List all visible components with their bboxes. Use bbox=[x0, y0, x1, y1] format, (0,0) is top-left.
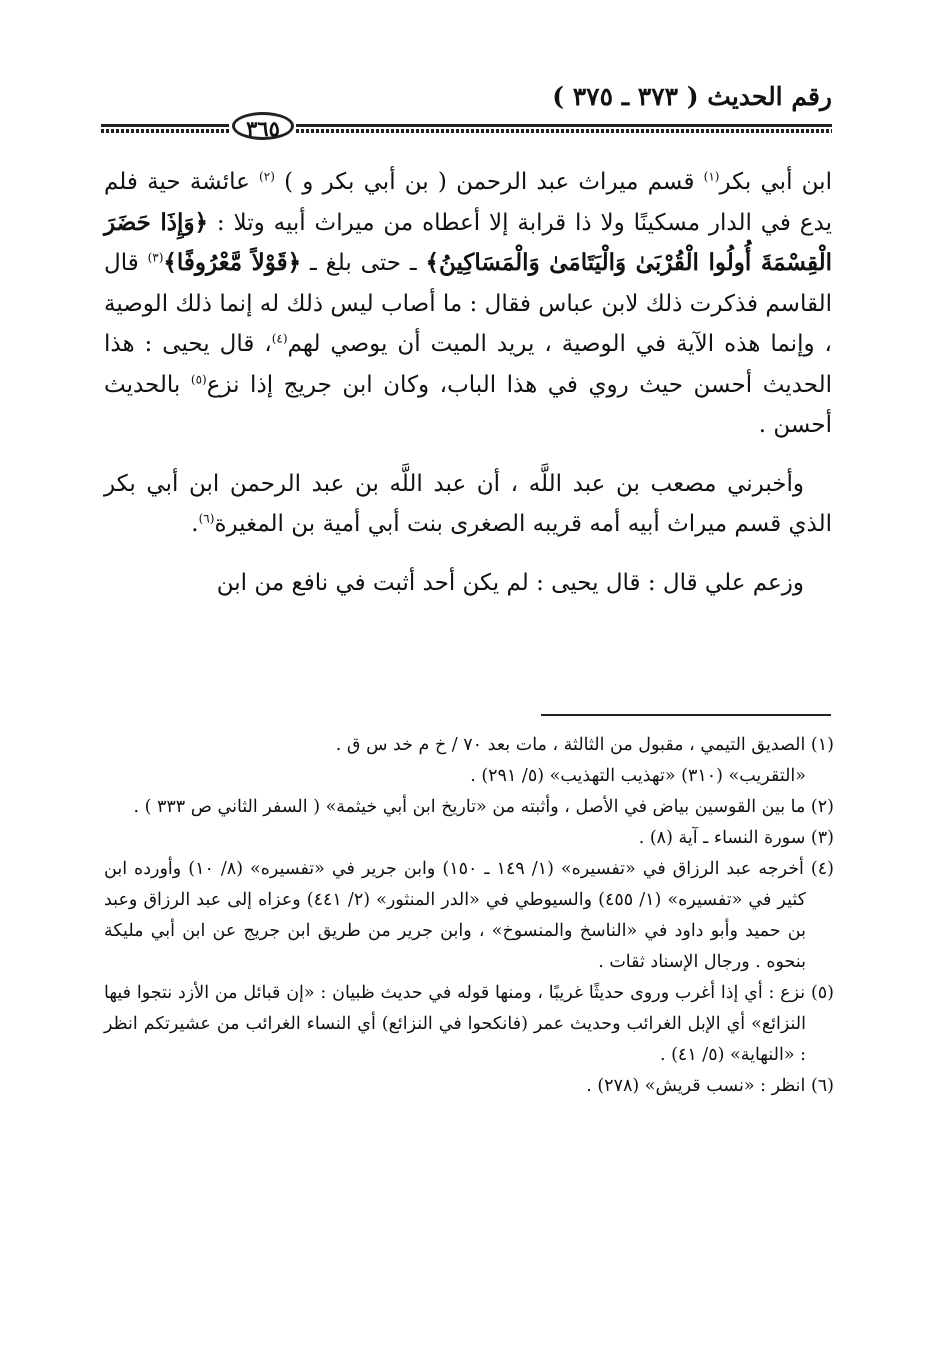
footnote-ref-3: (٣) bbox=[147, 250, 164, 265]
paragraph-1: ابن أبي بكر$^{(١)}$ قسم ميراث عبد الرحمن ( بن أبي بكر و ) $^{(٢)}$ عائشة حية فلم يدع في الدار مسكينًا ولا ذا قرابة إلا أعطاه من ميراث أبيه وتلا : ﴿وَإِذَا حَضَرَ الْقِسْمَةَ أُولُوا الْقُرْبَىٰ وَالْيَتَامَىٰ وَالْمَسَاكِينُ﴾ ـ حتى بلغ ـ ﴿قَوْلاً مَّعْرُوفًا﴾$^{(٣)}$ قال القاسم فذكرت ذلك لابن عباس فقال : ما أصاب ليس ذلك له إنما ذلك الوصية ، وإنما هذه الآية في الوصية ، يريد الميت أن يوصي لهم$^{(٤)}$، قال يحيى : هذا الحديث أحسن حيث روي في هذا الباب، وكان ابن جريج إذا نزع$^{(٥)}$ بالحديث أحسن . bbox=[104, 169, 833, 438]
footnotes bbox=[104, 730, 834, 1102]
footnote-ref-5: (٥) bbox=[190, 371, 207, 386]
footnote-1: (١) الصديق التيمي ، مقبول من الثالثة ، مات بعد ٧٠ / خ م خد س ق . bbox=[335, 735, 834, 755]
running-title: رقم الحديث ( ٣٧٣ ـ ٣٧٥ ) bbox=[552, 82, 832, 111]
footnote-3: (٣) سورة النساء ـ آية (٨) . bbox=[638, 828, 834, 848]
footnote-2: (٢) ما بين القوسين بياض في الأصل ، وأثبته من «تاريخ ابن أبي خيثمة» ( السفر الثاني ص ٣٣٣ ) . bbox=[133, 797, 834, 817]
paragraph-3: وزعم علي قال : قال يحيى : لم يكن أحد أثبت في نافع من ابن bbox=[216, 569, 804, 596]
footnote-1-continued: «التقريب» (٣١٠) «تهذيب التهذيب» (٥/ ٢٩١) . bbox=[470, 766, 806, 786]
footnote-ref-6: (٦) bbox=[198, 511, 215, 526]
page-number: ٣٦٥ bbox=[232, 112, 294, 140]
header-rule-right bbox=[296, 124, 832, 134]
footnote-ref-4: (٤) bbox=[271, 331, 288, 346]
footnote-separator bbox=[541, 714, 831, 716]
footnote-ref-2: (٢) bbox=[259, 169, 275, 184]
footnote-6: (٦) انظر : «نسب قريش» (٢٧٨) . bbox=[586, 1076, 834, 1096]
quran-verse: ﴿وَإِذَا حَضَرَ الْقِسْمَةَ أُولُوا الْقُرْبَىٰ وَالْيَتَامَىٰ وَالْمَسَاكِينُ﴾ bbox=[104, 208, 833, 276]
header-rule-left bbox=[101, 124, 229, 134]
quran-verse-end: ﴿قَوْلاً مَّعْرُوفًا﴾ bbox=[163, 249, 302, 276]
paragraph-2: وأخبرني مصعب بن عبد اللَّه ، أن عبد اللَّه بن عبد الرحمن ابن أبي بكر الذي قسم ميراث أبيه أمه قريبه الصغرى بنت أبي أمية بن المغيرة$^{(٦)}$. bbox=[104, 470, 832, 537]
footnote-4: (٤) أخرجه عبد الرزاق في «تفسيره» (١/ ١٤٩ ـ ١٥٠) وابن جرير في «تفسيره» (٨/ ١٠) وأورده ابن كثير في «تفسيره» (١/ ٤٥٥) والسيوطي في «الدر المنثور» (٢/ ٤٤١) وعزاه إلى عبد الرزاق وعبد بن حميد وأبو داود في «الناسخ والمنسوخ» ، وابن جرير من طريق ابن جريج عن ابن أبي مليكة بنحوه . ورجال الإسناد ثقات . bbox=[104, 859, 834, 972]
footnote-ref-1: (١) bbox=[703, 169, 720, 184]
main-text bbox=[104, 162, 832, 603]
footnote-5: (٥) نزع : أي إذا أغرب وروى حديثًا غريبًا ، ومنها قوله في حديث ظبيان : «إن قبائل من الأزد نتجوا فيها النزائع» أي الإبل الغرائب وحديث عمر (فانكحوا في النزائع) أي النساء الغرائب من عشيرتكم انظر : «النهاية» (٥/ ٤١) . bbox=[104, 983, 834, 1065]
